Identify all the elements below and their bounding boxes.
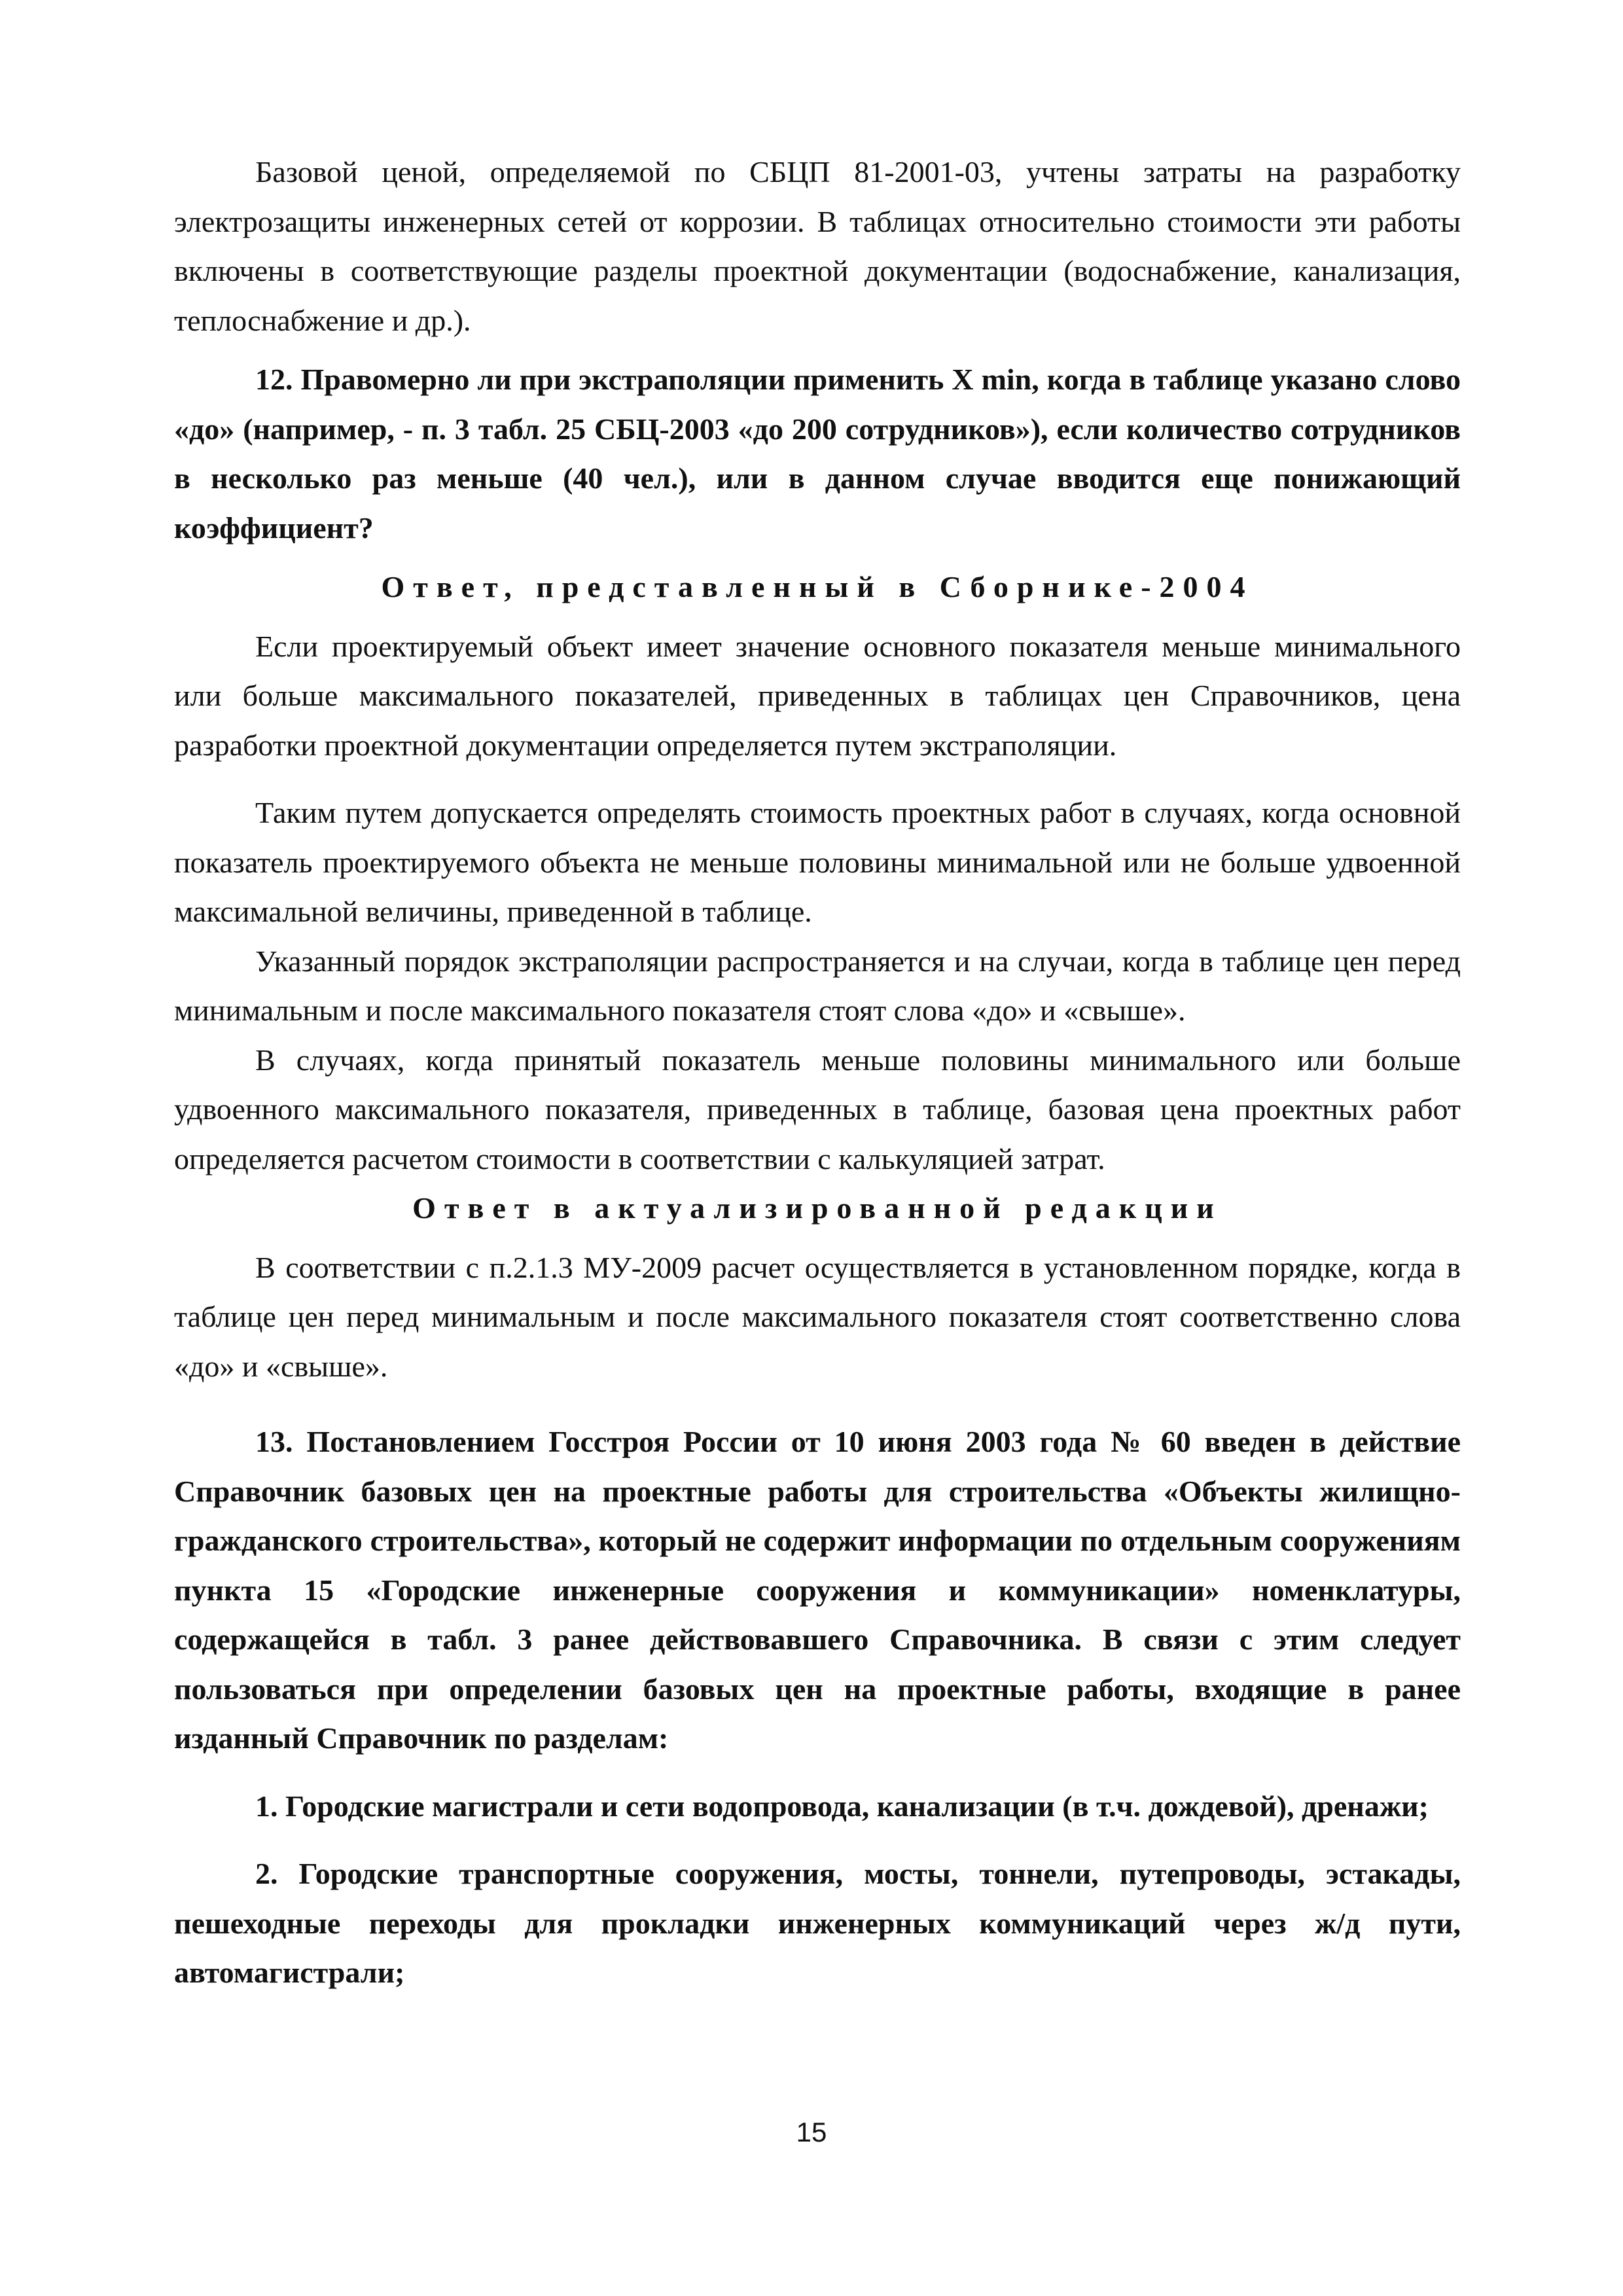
answer-2004-paragraph-4: В случаях, когда принятый показатель меньше половины минимального или больше удвоенного максимального показателя, приведенных в таблице, базовая цена проектных работ определяется расчетом стоимости в соответствии с калькуляцией затрат.: [174, 1043, 1461, 1175]
heading-answer-actual: Ответ в актуализированной редакции: [412, 1191, 1222, 1225]
answer-2004-paragraph-2: Таким путем допускается определять стоимость проектных работ в случаях, когда основной показатель проектируемого объекта не меньше половины минимальной или не больше удвоенной максимальной величины, приведенной в таблице.: [174, 796, 1461, 928]
answer-2004-paragraph-1: Если проектируемый объект имеет значение основного показателя меньше минимального или больше максимального показателей, приведенных в таблицах цен Справочников, цена разработки проектной документации определяется путем экстраполяции.: [174, 629, 1461, 762]
question-12: 12. Правомерно ли при экстраполяции применить X min, когда в таблице указано слово «до» (например, - п. 3 табл. 25 СБЦ-2003 «до 200 сотрудников»), если количество сотрудников в несколько раз меньше (40 чел.), или в данном случае вводится еще понижающий коэффициент?: [174, 363, 1461, 545]
list-item-1: 1. Городские магистрали и сети водопровода, канализации (в т.ч. дождевой), дренажи;: [255, 1789, 1429, 1823]
list-item-2: 2. Городские транспортные сооружения, мосты, тоннели, путепроводы, эстакады, пешеходные переходы для прокладки инженерных коммуникаций через ж/д пути, автомагистрали;: [174, 1857, 1461, 1989]
paragraph-intro: Базовой ценой, определяемой по СБЦП 81-2001-03, учтены затраты на разработку электрозащиты инженерных сетей от коррозии. В таблицах относительно стоимости эти работы включены в соответствующие разделы проектной документации (водоснабжение, канализация, теплоснабжение и др.).: [174, 155, 1461, 337]
heading-answer-2004: Ответ, представленный в Сборнике-2004: [381, 570, 1254, 603]
answer-2004-paragraph-3: Указанный порядок экстраполяции распространяется и на случаи, когда в таблице цен перед минимальным и после максимального показателя стоят слова «до» и «свыше».: [174, 944, 1461, 1027]
question-13: 13. Постановлением Госстроя России от 10 июня 2003 года № 60 введен в действие Справочник базовых цен на проектные работы для строительства «Объекты жилищно-гражданского строительства», который не содержит информации по отдельным сооружениям пункта 15 «Городские инженерные сооружения и коммуникации» номенклатуры, содержащейся в табл. 3 ранее действовавшего Справочника. В связи с этим следует пользоваться при определении базовых цен на проектные работы, входящие в ранее изданный Справочник по разделам:: [174, 1425, 1461, 1755]
answer-actual-paragraph: В соответствии с п.2.1.3 МУ-2009 расчет осуществляется в установленном порядке, когда в таблице цен перед минимальным и после максимального показателя стоят соответственно слова «до» и «свыше».: [174, 1250, 1461, 1383]
page-number: 15: [796, 2117, 827, 2147]
document-page: [174, 147, 1461, 1998]
